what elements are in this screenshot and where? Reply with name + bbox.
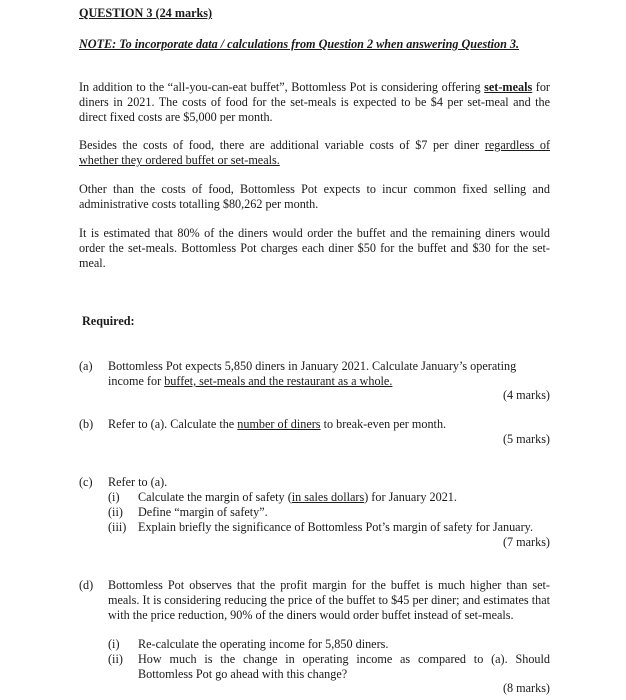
required-heading: Required:: [82, 314, 135, 328]
paragraph-set-meals: [79, 80, 550, 125]
part-c-i-label: (i): [108, 490, 120, 504]
part-c-ii-label: (ii): [108, 505, 123, 519]
part-a-marks: (4 marks): [502, 388, 550, 402]
paragraph-text: Besides the costs of food, there are additional variable costs of $7 per diner: [79, 138, 485, 152]
part-a-line2-text: income for: [108, 374, 165, 388]
part-a-line1: Bottomless Pot expects 5,850 diners in January 2021. Calculate January’s operating: [108, 359, 517, 373]
paragraph-fixed-costs: Other than the costs of food, Bottomless Pot expects to incur common fixed selling and administrative costs totalling $80,262 per month.: [79, 182, 550, 211]
part-b-text-c: to break-even per month.: [320, 417, 447, 431]
part-d-ii-label: (ii): [108, 652, 123, 666]
part-a-underlined: buffet, set-meals and the restaurant as a whole.: [164, 374, 393, 388]
part-c-intro: Refer to (a).: [108, 475, 168, 489]
note-line: NOTE: To incorporate data / calculations from Question 2 when answering Question 3.: [79, 37, 520, 51]
paragraph-text: In addition to the “all-you-can-eat buffet”, Bottomless Pot is considering offering: [79, 80, 485, 94]
part-b-marks: (5 marks): [502, 432, 550, 446]
part-b-underlined: number of diners: [237, 417, 321, 431]
part-c-ii-text: Define “margin of safety”.: [138, 505, 268, 519]
part-c-i-c: ) for January 2021.: [364, 490, 457, 504]
part-b-text-a: Refer to (a). Calculate the: [108, 417, 238, 431]
regardless-emphasis: regardless of whether they ordered buffet or set-meals.: [79, 138, 550, 167]
part-c-iii-label: (iii): [108, 520, 127, 534]
part-d-text: Bottomless Pot observes that the profit margin for the buffet is much higher than set-meals. It is considering reducing the price of the buffet to $45 per diner; and estimates that with the price reduction, 90% of the diners would order buffet instead of set-meals.: [108, 578, 550, 622]
part-a-text: [108, 359, 550, 389]
part-d-label: (d): [79, 578, 94, 592]
part-c-i-text: [138, 490, 457, 505]
part-d-i-text: Re-calculate the operating income for 5,850 diners.: [138, 637, 389, 651]
part-c-marks: (7 marks): [502, 535, 550, 549]
paragraph-text: for diners in 2021. The costs of food for the set-meals is expected to be $4 per set-meal and the direct fixed costs are $5,000 per month.: [79, 80, 550, 124]
part-a-line2: [108, 374, 550, 389]
part-b-text: [108, 417, 550, 432]
question-title: QUESTION 3 (24 marks): [79, 6, 213, 20]
paragraph-estimates: It is estimated that 80% of the diners would order the buffet and the remaining diners would order the set-meals. Bottomless Pot charges each diner $50 for the buffet and $30 for the set-meal.: [79, 226, 550, 270]
part-c-i-a: Calculate the margin of safety (: [138, 490, 292, 504]
part-a-label: (a): [79, 359, 93, 373]
part-c-iii-text: Explain briefly the significance of Bottomless Pot’s margin of safety for January.: [138, 520, 533, 534]
part-d-ii-text: How much is the change in operating income as compared to (a). Should Bottomless Pot go ahead with this change?: [138, 652, 550, 681]
part-d-marks: (8 marks): [502, 681, 550, 695]
part-b-label: (b): [79, 417, 94, 431]
part-c-label: (c): [79, 475, 93, 489]
set-meals-emphasis: set-meals: [484, 80, 533, 94]
part-d-i-label: (i): [108, 637, 120, 651]
paragraph-variable-costs: [79, 138, 550, 168]
part-c-i-underlined: in sales dollars: [291, 490, 365, 504]
